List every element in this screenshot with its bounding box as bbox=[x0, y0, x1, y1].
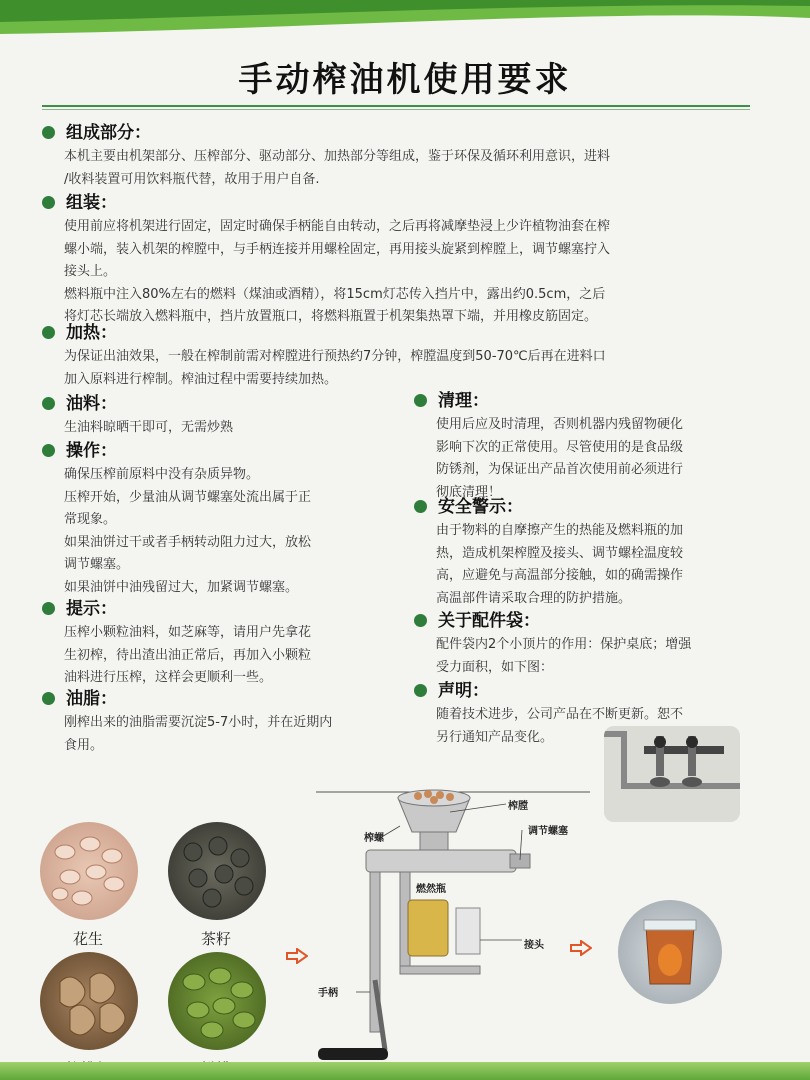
section-composition bbox=[42, 122, 762, 191]
text-line: 将灯芯长端放入燃料瓶中，挡片放置瓶口，将燃料瓶置于机架集热罩下端，并用橡皮筋固定。 bbox=[64, 309, 598, 324]
text-line: 高，应避免与高温部分接触，如的确需操作 bbox=[436, 568, 684, 583]
text-line: 彻底清理！ bbox=[436, 484, 502, 500]
bottom-green-band bbox=[0, 1062, 810, 1080]
oil-jar-image bbox=[618, 900, 722, 1004]
ingredient-label-peanut: 花生 bbox=[72, 930, 103, 948]
text-line: 受力面积，如下图： bbox=[436, 659, 554, 675]
bullet-icon bbox=[42, 196, 55, 209]
text-line: 油料进行压榨，这样会更顺利一些。 bbox=[64, 670, 273, 685]
label-fuel-bottle: 燃然瓶 bbox=[416, 884, 446, 895]
bullet-icon bbox=[42, 126, 55, 139]
section-safety bbox=[414, 496, 764, 610]
section-cleaning bbox=[414, 390, 764, 504]
section-heading: 安全警示： bbox=[438, 497, 523, 517]
peanut-image bbox=[40, 822, 138, 920]
bullet-icon bbox=[42, 692, 55, 705]
text-line: 高温部件请采取合理的防护措施。 bbox=[436, 590, 632, 606]
section-heading: 油脂： bbox=[66, 689, 117, 709]
text-line: 配件袋内2个小顶片的作用：保护桌底；增强 bbox=[436, 637, 692, 652]
text-line: 另行通知产品变化。 bbox=[436, 729, 554, 745]
bullet-icon bbox=[42, 444, 55, 457]
section-material bbox=[42, 393, 392, 440]
bullet-icon bbox=[42, 326, 55, 339]
title-divider-thin bbox=[42, 109, 750, 110]
section-tips bbox=[42, 598, 392, 690]
accessory-photo bbox=[604, 726, 740, 822]
bullet-icon bbox=[414, 614, 427, 627]
text-line: 常现象。 bbox=[64, 512, 117, 527]
bullet-icon bbox=[42, 397, 55, 410]
section-heading: 油料： bbox=[66, 394, 117, 414]
text-line: /收料装置可用饮料瓶代替，故用于用户自备. bbox=[64, 171, 320, 187]
section-heading: 加热： bbox=[66, 323, 117, 343]
text-line: 加入原料进行榨制。榨油过程中需要持续加热。 bbox=[64, 371, 338, 387]
title-divider bbox=[42, 105, 750, 107]
ingredient-label-tea-seed: 茶籽 bbox=[200, 930, 231, 948]
section-grease bbox=[42, 688, 392, 757]
section-heading: 关于配件袋： bbox=[438, 611, 540, 631]
label-chamber: 榨膛 bbox=[508, 801, 528, 812]
text-line: 使用后应及时清理，否则机器内残留物硬化 bbox=[436, 417, 684, 432]
text-line: 如果油饼过干或者手柄转动阻力过大，放松 bbox=[64, 534, 312, 550]
section-heading: 清理： bbox=[438, 391, 489, 411]
section-heading: 声明： bbox=[438, 681, 489, 701]
text-line: 使用前应将机架进行固定，固定时确保手柄能自由转动，之后再将减摩垫浸上少许植物油套在榨 bbox=[64, 219, 611, 234]
text-line: 压榨开始，少量油从调节螺塞处流出属于正 bbox=[64, 489, 312, 505]
text-line: 热，造成机架榨膛及接头、调节螺栓温度较 bbox=[436, 545, 684, 561]
text-line: 生初榨，待出渣出油正常后，再加入小颗粒 bbox=[64, 647, 312, 663]
text-line: 接头上。 bbox=[64, 264, 117, 279]
text-line: 刚榨出来的油脂需要沉淀5-7小时，并在近期内 bbox=[64, 715, 333, 730]
section-heating bbox=[42, 322, 762, 391]
text-line: 防锈剂，为保证出产品首次使用前必须进行 bbox=[436, 462, 684, 477]
text-line: 如果油饼中油残留过大，加紧调节螺塞。 bbox=[64, 579, 299, 595]
text-line: 压榨小颗粒油料，如芝麻等，请用户先拿花 bbox=[64, 625, 312, 640]
label-joint: 接头 bbox=[524, 940, 544, 951]
top-green-band bbox=[0, 0, 810, 40]
section-heading: 组成部分： bbox=[66, 123, 151, 143]
text-line: 生油料晾晒干即可，无需炒熟 bbox=[64, 420, 234, 435]
bullet-icon bbox=[42, 602, 55, 615]
section-accessory bbox=[414, 610, 764, 679]
text-line: 由于物料的自摩擦产生的热能及燃料瓶的加 bbox=[436, 523, 684, 538]
walnut-image bbox=[40, 952, 138, 1050]
text-line: 螺小端，装入机架的榨膛中，与手柄连接并用螺栓固定，再用接头旋紧到榨膛上，调节螺塞拧入 bbox=[64, 241, 611, 257]
text-line: 食用。 bbox=[64, 737, 104, 753]
text-line: 燃料瓶中注入80%左右的燃料（煤油或酒精），将15cm灯芯传入挡片中，露出约0.5cm，之后 bbox=[64, 286, 606, 302]
page-title: 手动榨油机使用要求 bbox=[238, 60, 572, 100]
section-heading: 操作： bbox=[66, 441, 117, 461]
bullet-icon bbox=[414, 684, 427, 697]
text-line: 影响下次的正常使用。尽管使用的是食品级 bbox=[436, 439, 684, 455]
section-heading: 组装： bbox=[66, 193, 117, 213]
bullet-icon bbox=[414, 394, 427, 407]
section-heading: 提示： bbox=[66, 599, 117, 619]
label-adjust-plug: 调节螺塞 bbox=[528, 826, 568, 837]
label-screw: 榨螺 bbox=[364, 833, 384, 844]
section-operation bbox=[42, 440, 392, 599]
section-assembly bbox=[42, 192, 762, 329]
text-line: 为保证出油效果，一般在榨制前需对榨膛进行预热约7分钟，榨膛温度到50-70℃后再在进料口 bbox=[64, 349, 606, 364]
text-line: 本机主要由机架部分、压榨部分、驱动部分、加热部分等组成，鉴于环保及循环利用意识，进料 bbox=[64, 149, 611, 164]
text-line: 随着技术进步，公司产品在不断更新。恕不 bbox=[436, 707, 684, 722]
text-line: 调节螺塞。 bbox=[64, 557, 130, 572]
tea-seed-image bbox=[168, 822, 266, 920]
olive-image bbox=[168, 952, 266, 1050]
text-line: 确保压榨前原料中没有杂质异物。 bbox=[64, 467, 260, 482]
label-handle: 手柄 bbox=[318, 988, 338, 999]
bullet-icon bbox=[414, 500, 427, 513]
